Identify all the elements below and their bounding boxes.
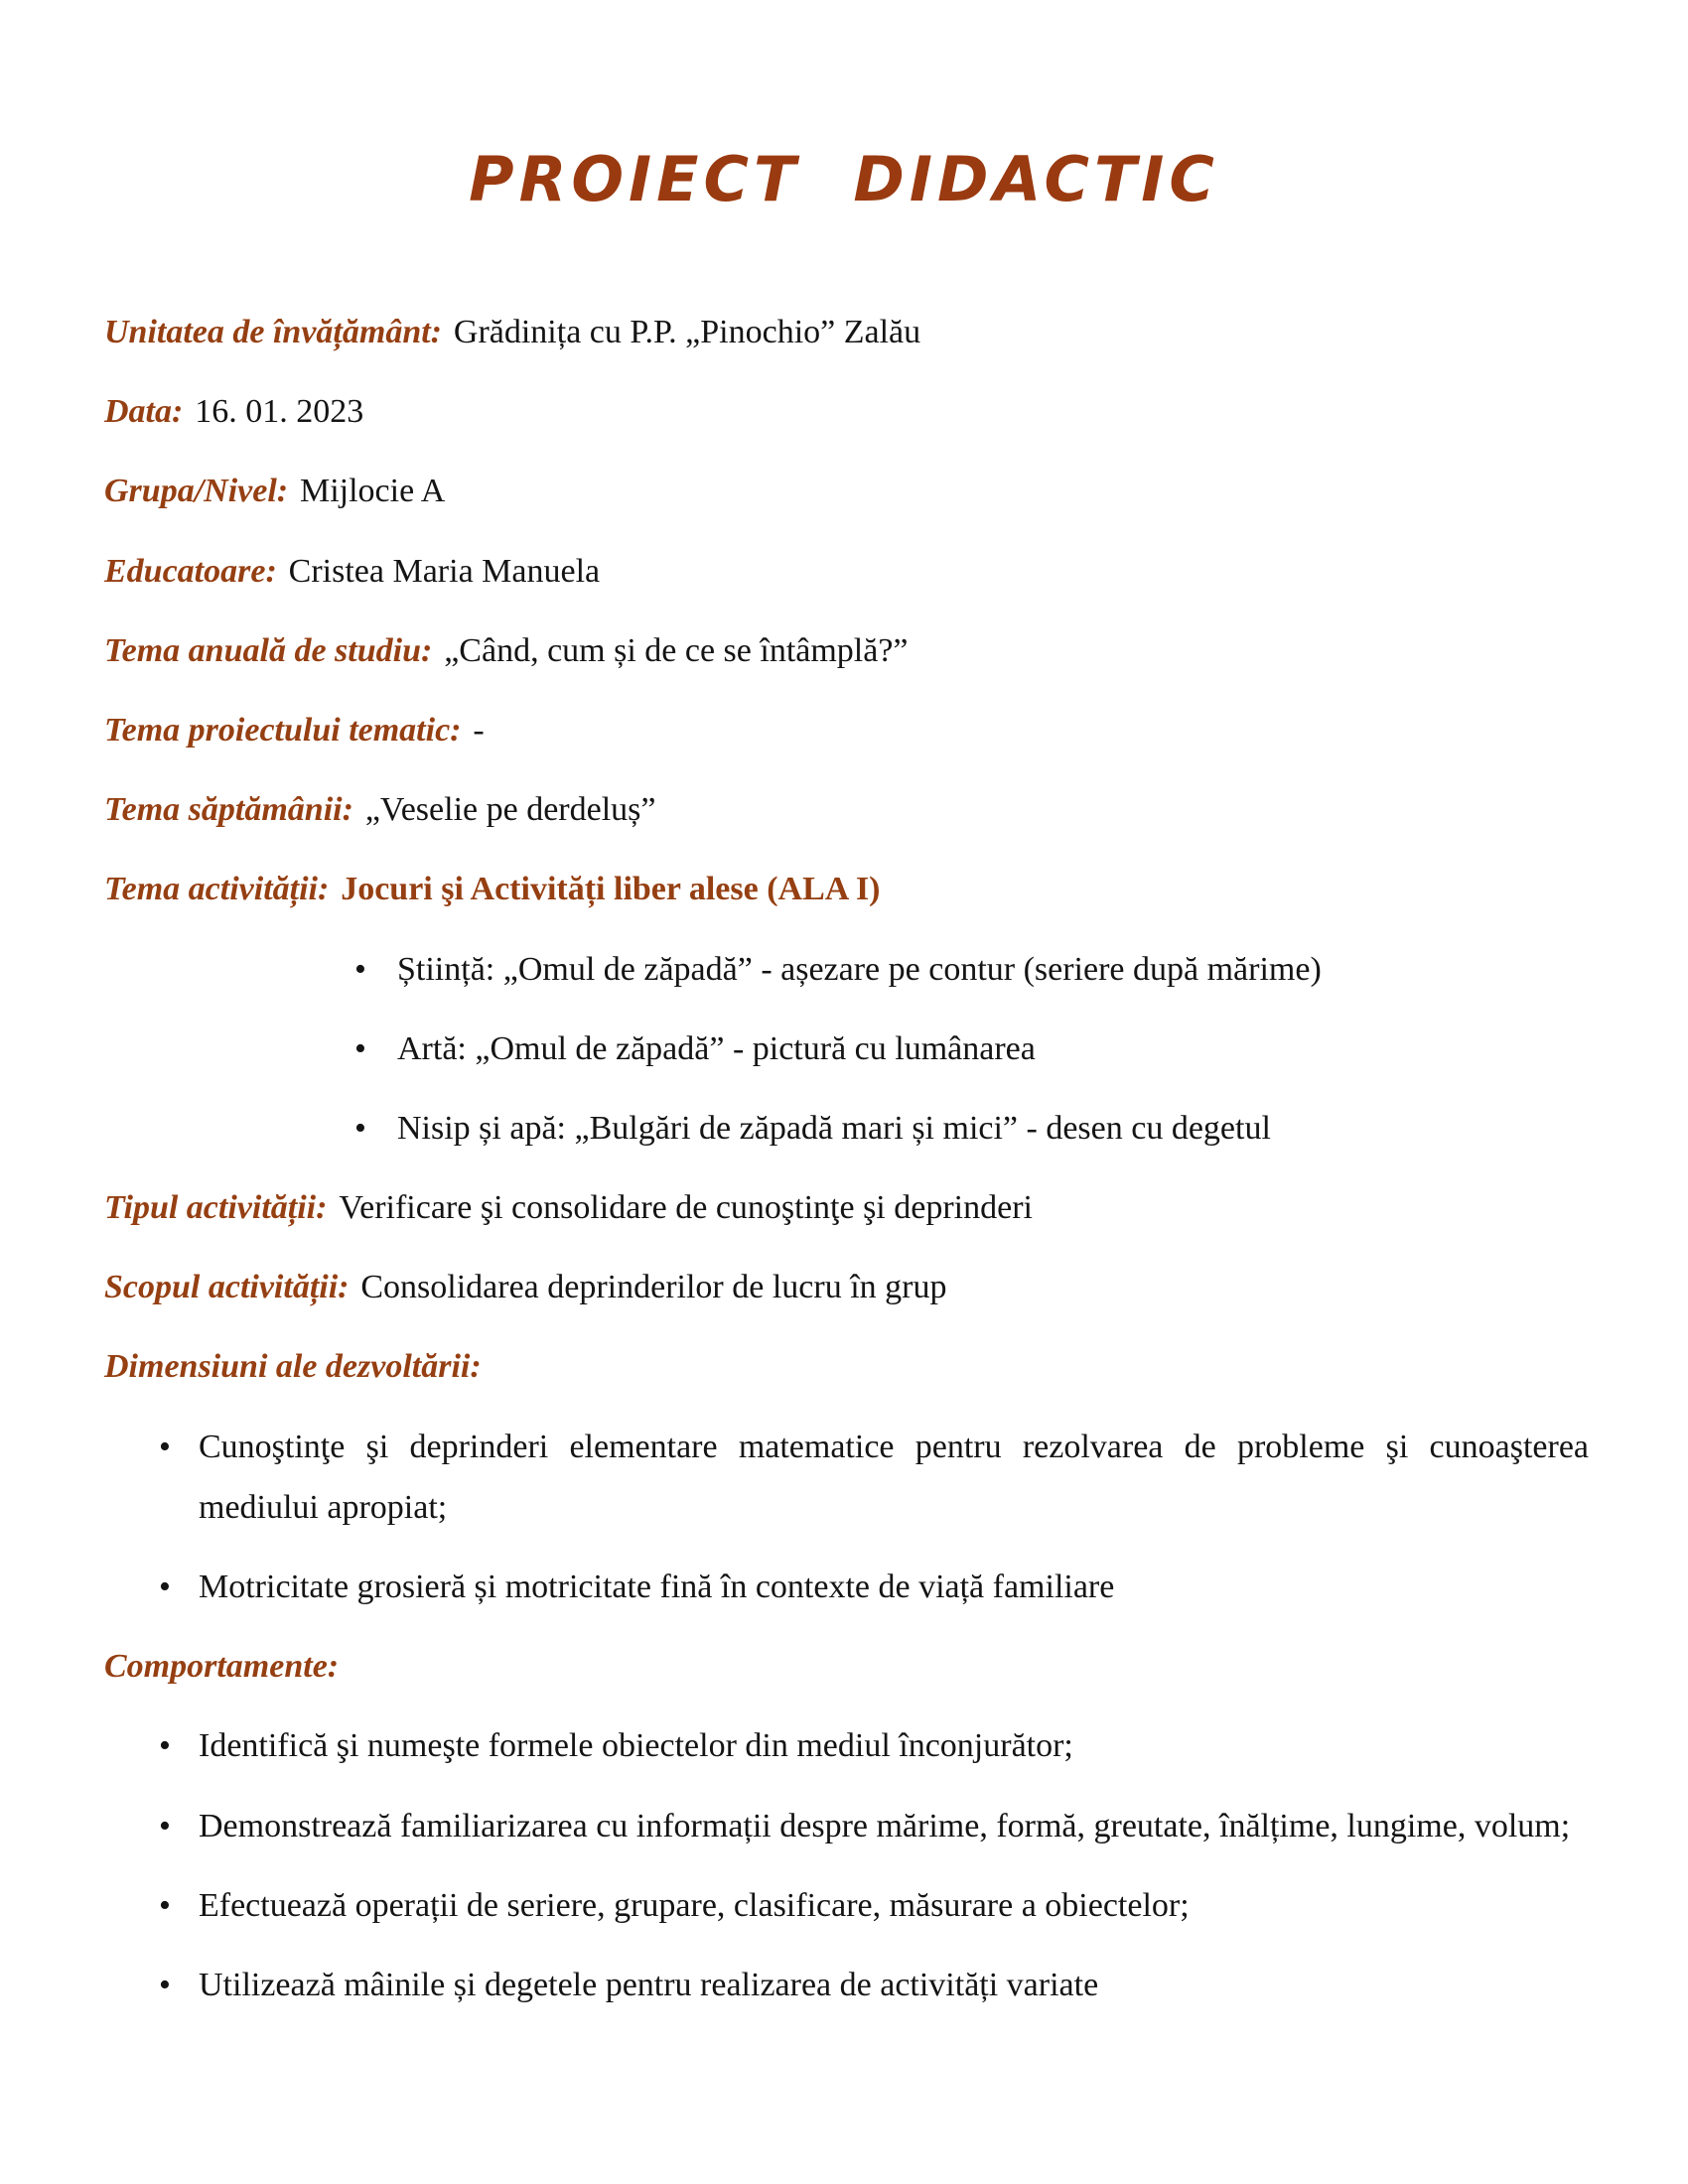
field-value: „Veselie pe derdeluș” <box>364 791 656 829</box>
section-heading-label: Comportamente: <box>104 1648 340 1686</box>
dimensions-list <box>104 1417 1589 1618</box>
behavior-item: • Utilizează mâinile și degetele pentru realizarea de activități variate <box>199 1955 1589 2015</box>
page-title: PROIECT DIDACTIC <box>469 143 1219 215</box>
field-data <box>104 381 1589 442</box>
field-label: Tema proiectului tematic: <box>104 711 462 749</box>
dimension-item: • Cunoştinţe şi deprinderi elementare matematice pentru rezolvarea de probleme şi cunoaşterea mediului apropiat; <box>199 1417 1589 1538</box>
field-unitatea <box>104 302 1589 362</box>
field-label: Tipul activității: <box>104 1189 328 1227</box>
field-value: Verificare şi consolidare de cunoştinţe şi deprinderi <box>339 1189 1033 1227</box>
activities-list <box>104 939 1589 1160</box>
field-tema-saptamanii <box>104 779 1589 840</box>
behavior-item: • Demonstrează familiarizarea cu informații despre mărime, formă, greutate, înălțime, lungime, volum; <box>199 1796 1589 1856</box>
field-value: - <box>473 711 485 749</box>
field-educatoare <box>104 541 1589 602</box>
field-tema-activitatii <box>104 859 1589 919</box>
field-scopul-activitatii <box>104 1257 1589 1317</box>
field-value: Consolidarea deprinderilor de lucru în grup <box>360 1269 947 1306</box>
field-label: Tema activității: <box>104 871 330 908</box>
field-value: „Când, cum și de ce se întâmplă?” <box>444 631 909 669</box>
behaviors-list <box>104 1715 1589 2015</box>
behavior-item: • Identifică şi numeşte formele obiectelor din mediul înconjurător; <box>199 1715 1589 1776</box>
activity-item-nisip-apa: • Nisip și apă: „Bulgări de zăpadă mari și mici” - desen cu degetul <box>397 1098 1589 1159</box>
behaviors-heading <box>104 1636 1589 1697</box>
activity-item-arta: • Artă: „Omul de zăpadă” - pictură cu lumânarea <box>397 1019 1589 1079</box>
field-value: Mijlocie A <box>299 473 446 510</box>
field-label: Data: <box>104 393 184 431</box>
field-tema-proiectului <box>104 700 1589 760</box>
section-heading-label: Dimensiuni ale dezvoltării: <box>104 1348 482 1386</box>
document-body <box>0 302 1688 2015</box>
field-label: Grupa/Nivel: <box>104 473 289 510</box>
field-grupa-nivel <box>104 461 1589 521</box>
field-value: Jocuri şi Activități liber alese (ALA I) <box>341 871 881 908</box>
behavior-item: • Efectuează operații de seriere, grupare, clasificare, măsurare a obiectelor; <box>199 1875 1589 1936</box>
field-label: Scopul activității: <box>104 1269 350 1306</box>
field-label: Educatoare: <box>104 552 277 590</box>
dimension-item: • Motricitate grosieră și motricitate fină în contexte de viață familiare <box>199 1557 1589 1617</box>
dimensions-heading <box>104 1336 1589 1397</box>
field-value: Grădinița cu P.P. „Pinochio” Zalău <box>453 314 921 350</box>
field-value: 16. 01. 2023 <box>195 393 364 431</box>
field-value: Cristea Maria Manuela <box>288 552 601 590</box>
field-label: Unitatea de învățământ: <box>104 314 442 350</box>
activity-item-stiinta: • Știință: „Omul de zăpadă” - așezare pe contur (seriere după mărime) <box>397 939 1589 1000</box>
field-tema-anuala <box>104 620 1589 681</box>
field-label: Tema săptămânii: <box>104 791 353 829</box>
field-label: Tema anuală de studiu: <box>104 631 433 669</box>
field-tipul-activitatii <box>104 1177 1589 1238</box>
